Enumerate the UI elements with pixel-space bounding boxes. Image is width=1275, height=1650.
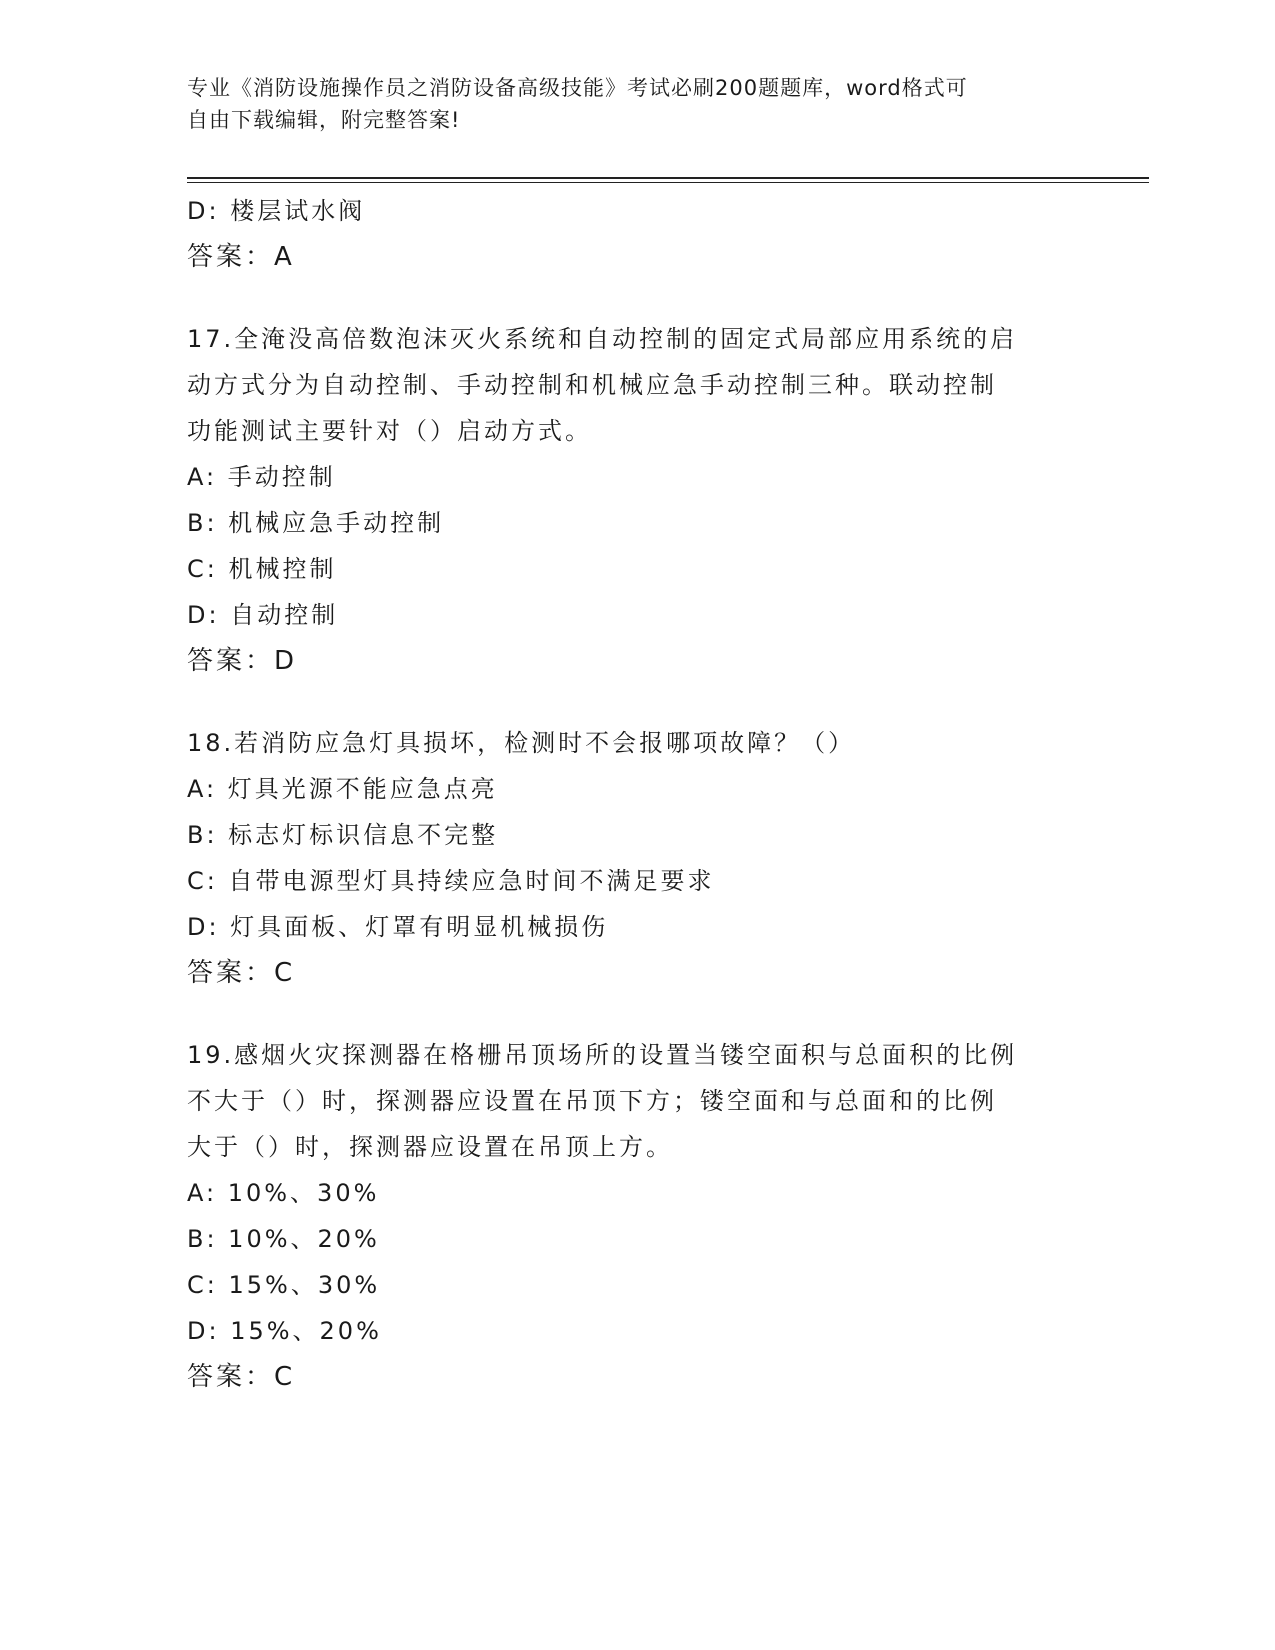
header-line-1: 专业《消防设施操作员之消防设备高级技能》考试必刷200题题库，word格式可 <box>187 76 968 100</box>
question-text-line: 18.若消防应急灯具损坏，检测时不会报哪项故障？（） <box>187 729 856 757</box>
question-text-line: 17.全淹没高倍数泡沫灭火系统和自动控制的固定式局部应用系统的启 <box>187 325 1018 353</box>
prev-answer: 答案：A <box>187 242 295 272</box>
header-line-2: 自由下载编辑，附完整答案! <box>187 108 461 132</box>
question-content <box>187 188 1087 1400</box>
option-c: C: 机械控制 <box>187 555 337 583</box>
option-a: A: 灯具光源不能应急点亮 <box>187 775 498 803</box>
option-b: B: 标志灯标识信息不完整 <box>187 821 499 849</box>
question-text-line: 功能测试主要针对（）启动方式。 <box>187 417 592 445</box>
header-rule-thick <box>187 177 1149 179</box>
question-text-line: 动方式分为自动控制、手动控制和机械应急手动控制三种。联动控制 <box>187 371 997 399</box>
question-19 <box>187 1032 1087 1400</box>
option-a: A: 手动控制 <box>187 463 336 491</box>
option-c: C: 自带电源型灯具持续应急时间不满足要求 <box>187 867 715 895</box>
option-a: A: 10%、30% <box>187 1179 380 1207</box>
question-18 <box>187 720 1087 996</box>
prev-option-d: D: 楼层试水阀 <box>187 197 366 225</box>
question-text-line: 大于（）时，探测器应设置在吊顶上方。 <box>187 1133 673 1161</box>
option-d: D: 灯具面板、灯罩有明显机械损伤 <box>187 913 609 941</box>
question-text-line: 不大于（）时，探测器应设置在吊顶下方；镂空面和与总面和的比例 <box>187 1087 997 1115</box>
option-b: B: 机械应急手动控制 <box>187 509 445 537</box>
option-d: D: 15%、20% <box>187 1317 382 1345</box>
spacer <box>187 280 1087 316</box>
question-17 <box>187 316 1087 684</box>
page-header <box>187 72 1067 136</box>
answer: 答案：D <box>187 646 298 676</box>
spacer <box>187 684 1087 720</box>
option-c: C: 15%、30% <box>187 1271 381 1299</box>
header-rule-thin <box>187 182 1149 183</box>
option-d: D: 自动控制 <box>187 601 339 629</box>
spacer <box>187 996 1087 1032</box>
option-b: B: 10%、20% <box>187 1225 380 1253</box>
answer: 答案：C <box>187 958 296 988</box>
answer: 答案：C <box>187 1362 296 1392</box>
question-text-line: 19.感烟火灾探测器在格栅吊顶场所的设置当镂空面积与总面积的比例 <box>187 1041 1018 1069</box>
